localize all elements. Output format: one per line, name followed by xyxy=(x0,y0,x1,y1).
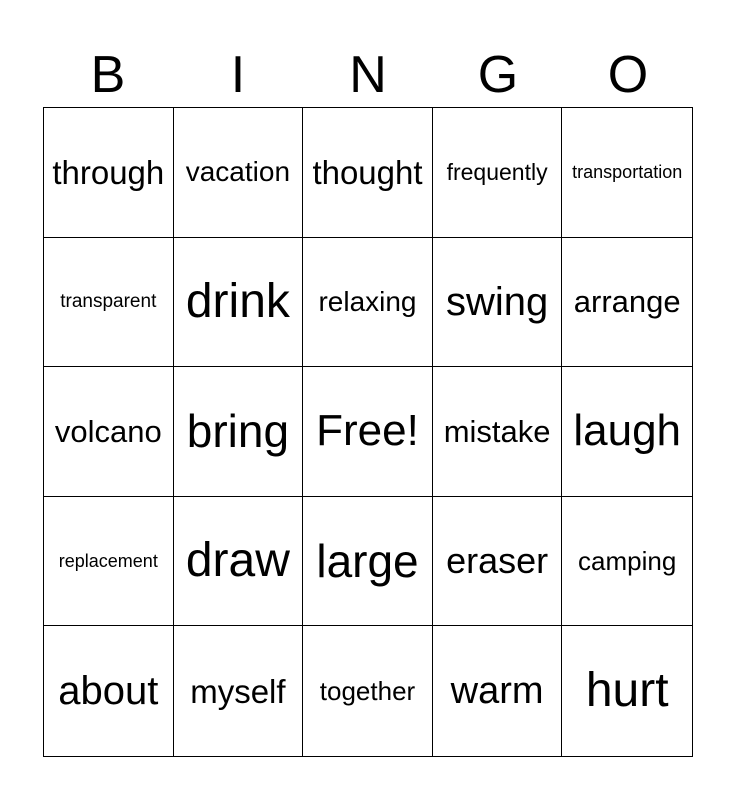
header-letter-g: G xyxy=(477,46,519,104)
bingo-board xyxy=(43,107,693,757)
bingo-cell: transparent xyxy=(44,238,174,368)
bingo-cell: vacation xyxy=(174,108,304,238)
bingo-cell: replacement xyxy=(44,497,174,627)
bingo-cell: draw xyxy=(174,497,304,627)
header-letter-n: N xyxy=(349,46,387,104)
bingo-cell: mistake xyxy=(433,367,563,497)
bingo-cell: transportation xyxy=(562,108,692,238)
bingo-cell free-space: Free! xyxy=(303,367,433,497)
bingo-cell: bring xyxy=(174,367,304,497)
bingo-cell: laugh xyxy=(562,367,692,497)
bingo-cell: warm xyxy=(433,626,563,756)
bingo-cell: relaxing xyxy=(303,238,433,368)
bingo-cell: hurt xyxy=(585,664,669,718)
bingo-cell: frequently xyxy=(433,108,563,238)
bingo-cell: through xyxy=(44,108,174,238)
bingo-cell: camping xyxy=(562,497,692,627)
bingo-cell: thought xyxy=(303,108,433,238)
bingo-cell: swing xyxy=(433,238,563,368)
bingo-cell: myself xyxy=(174,626,304,756)
header-letter-o: O xyxy=(607,46,649,104)
bingo-cell: together xyxy=(303,626,433,756)
bingo-cell: drink xyxy=(174,238,304,368)
bingo-cell: volcano xyxy=(44,367,174,497)
bingo-cell: about xyxy=(44,626,174,756)
bingo-cell: arrange xyxy=(562,238,692,368)
bingo-cell: eraser xyxy=(433,497,563,627)
bingo-cell: large xyxy=(303,497,433,627)
bingo-header xyxy=(43,44,693,106)
header-letter-b: B xyxy=(90,46,126,104)
header-letter-i: I xyxy=(230,46,246,104)
